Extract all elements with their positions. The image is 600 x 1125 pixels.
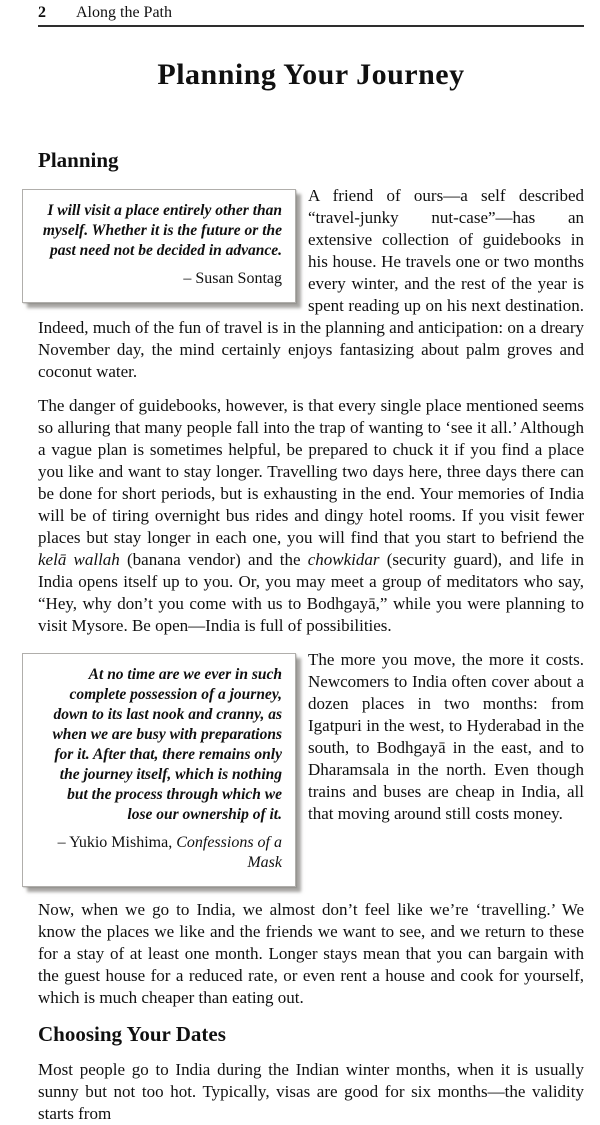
page-number: 2 [38, 4, 46, 21]
quote-attribution: – Yukio Mishima, Confessions of a Mask [57, 834, 282, 871]
paragraph-choosing-dates: Most people go to India during the Indian winter months, when it is usually sunny but not too hot. Typically, visas are good for six months—the validity starts from [38, 1060, 584, 1123]
quote-text: I will visit a place entirely other than myself. Whether it is the future or the past need not be decided in advance. [42, 202, 282, 259]
section-heading-planning: Planning [38, 148, 119, 172]
quote-attribution: – Susan Sontag [183, 270, 282, 287]
paragraph-more-you-move: The more you move, the more it costs. Newcomers to India often cover about a dozen places in two months: from Igatpuri in the west, to Hyderabad in the south, to Bodhgayā in the east, and to Dharamsala in the north. Even though trains and buses are cheap in India, all that moving around still costs money. [308, 650, 584, 823]
quote-box-mishima [22, 653, 296, 887]
chapter-title: Planning Your Journey [157, 58, 465, 91]
paragraph-guidebook-friend: A friend of ours—a self described “travel-junky nut-case”—has an extensive collection of guidebooks in his house. He travels one or two months every winter, and the rest of the year is spent reading up on his next destination. Indeed, much of the fun of travel is in the planning and anticipation: on a dreary November day, the mind certainly enjoys fantasizing about palm groves and coconut water. [38, 186, 584, 381]
quote-box-sontag [22, 189, 296, 303]
quote-and-text-row-1 [38, 185, 584, 395]
paragraph-danger-of-guidebooks: The danger of guidebooks, however, is that every single place mentioned seems so alluring that many people fall into the trap of wanting to ‘see it all.’ Although a vague plan is sometimes helpful, be prepared to chuck it if you find a place you like and want to stay longer. Travelling two days here, three days there can be done for short periods, but is exhausting in the end. Your memories of India will be of tiring overnight bus rides and dingy hotel rooms. If you visit fewer places but stay longer in each one, you will find that you start to befriend the kelā wallah (banana vendor) and the chowkidar (security guard), and life in India opens itself up to you. Or, you may meet a group of meditators who say, “Hey, why don’t you come with us to Bodhgayā,” while you were planning to visit Mysore. Be open—India is full of possibilities. [38, 396, 585, 635]
paragraph-now-when-we-go: Now, when we go to India, we almost don’t feel like we’re ‘travelling.’ We know the places we like and the friends we want to see, and we return to these for a stay of at least one month. Longer stays mean that you can bargain with the guest house for a reduced rate, or even rent a house and cook for yourself, which is much cheaper than eating out. [38, 900, 584, 1007]
quote-and-text-row-2 [38, 649, 584, 899]
running-header [38, 0, 584, 27]
book-title: Along the Path [76, 4, 172, 21]
section-heading-choosing-dates: Choosing Your Dates [38, 1022, 226, 1046]
quote-text: At no time are we ever in such complete possession of a journey, down to its last nook and cranny, as when we are busy with preparations for it. After that, there remains only the journey itself, which is nothing but the process through which we lose our ownership of it. [52, 666, 282, 823]
